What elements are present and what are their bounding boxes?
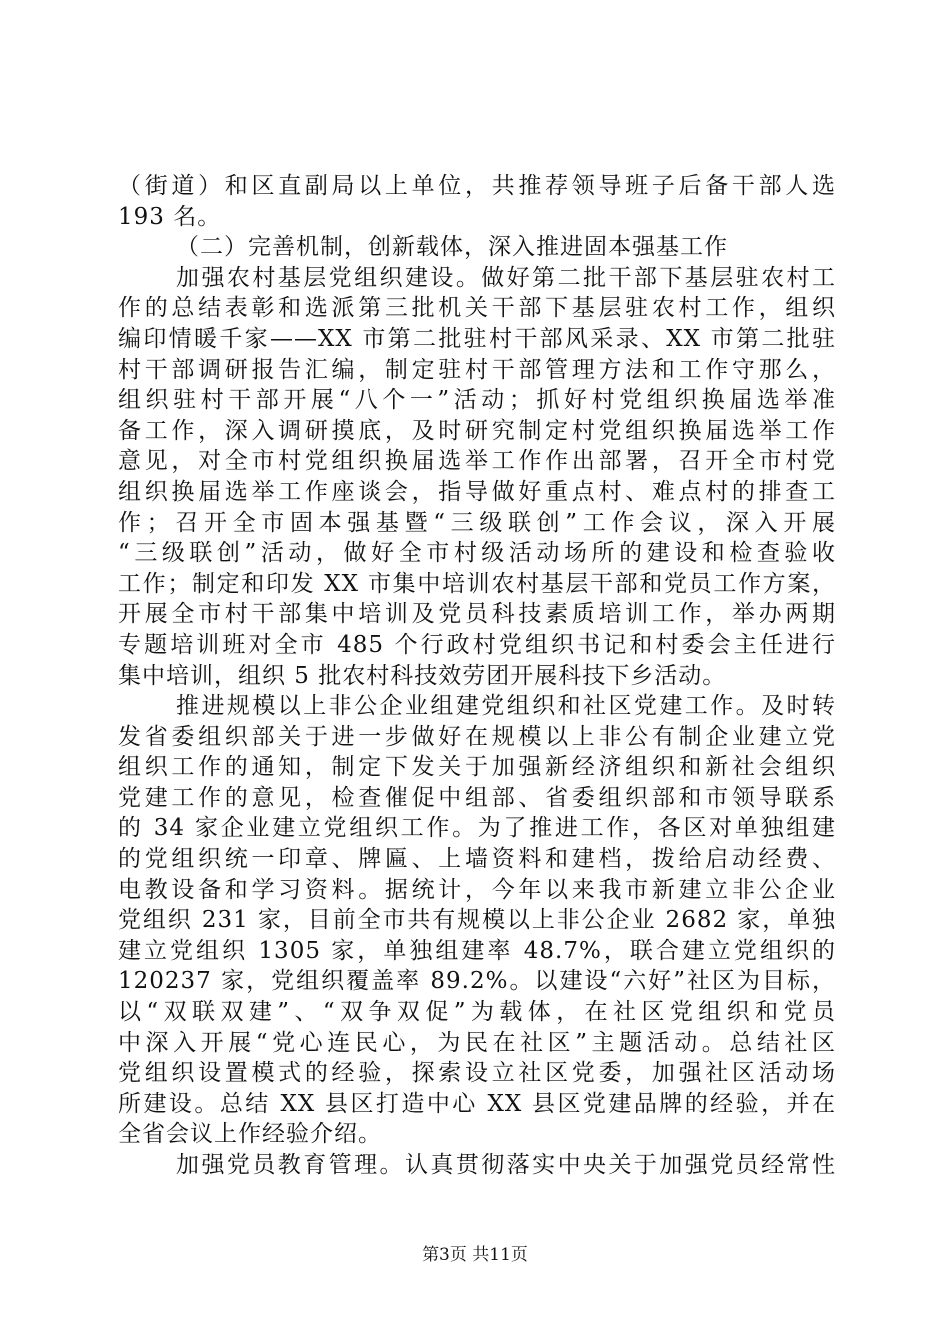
text-line: 开展全市村干部集中培训及党员科技素质培训工作，举办两期 xyxy=(118,601,836,628)
text-line: “三级联创”活动，做好全市村级活动场所的建设和检查验收 xyxy=(118,540,836,567)
text-line: 全省会议上作经验介绍。 xyxy=(118,1121,382,1148)
text-line: 备工作，深入调研摸底，及时研究制定村党组织换届选举工作 xyxy=(118,417,836,444)
text-line: 组织驻村干部开展“八个一”活动；抓好村党组织换届选举准 xyxy=(118,387,836,414)
text-line: 组织换届选举工作座谈会，指导做好重点村、难点村的排查工 xyxy=(118,478,836,505)
text-line: 发省委组织部关于进一步做好在规模以上非公有制企业建立党 xyxy=(118,723,836,750)
text-line: 村干部调研报告汇编，制定驻村干部管理方法和工作守那么， xyxy=(118,356,836,383)
text-line: 加强党员教育管理。认真贯彻落实中央关于加强党员经常性 xyxy=(176,1152,836,1178)
text-line: 的党组织统一印章、牌匾、上墙资料和建档，拨给启动经费、 xyxy=(118,846,836,873)
text-line: 中深入开展“党心连民心，为民在社区”主题活动。总结社区 xyxy=(118,1029,836,1056)
text-line: 党组织设置模式的经验，探索设立社区党委，加强社区活动场 xyxy=(118,1060,836,1087)
text-line: 推进规模以上非公企业组建党组织和社区党建工作。及时转 xyxy=(176,693,836,720)
text-line: 编印情暖千家——XX 市第二批驻村干部风采录、XX 市第二批驻 xyxy=(118,325,836,352)
text-line: 建立党组织 1305 家，单独组建率 48.7%，联合建立党组织的 xyxy=(118,937,836,964)
page-footer: 第3页 共11页 xyxy=(422,1245,528,1265)
text-line: 作的总结表彰和选派第三批机关干部下基层驻农村工作，组织 xyxy=(118,295,836,322)
text-line: （二）完善机制，创新载体，深入推进固本强基工作 xyxy=(176,234,728,261)
text-line: 所建设。总结 XX 县区打造中心 XX 县区党建品牌的经验，并在 xyxy=(118,1090,836,1117)
text-line: 的 34 家企业建立党组织工作。为了推进工作，各区对单独组建 xyxy=(118,815,836,842)
text-line: 集中培训，组织 5 批农村科技效劳团开展科技下乡活动。 xyxy=(118,662,727,689)
text-line: （街道）和区直副局以上单位，共推荐领导班子后备干部人选 xyxy=(118,173,836,199)
text-line: 电教设备和学习资料。据统计，今年以来我市新建立非公企业 xyxy=(118,876,836,903)
text-line: 意见，对全市村党组织换届选举工作作出部署，召开全市村党 xyxy=(118,448,836,475)
text-line: 党建工作的意见，检查催促中组部、省委组织部和市领导联系 xyxy=(118,784,836,811)
text-line: 作；召开全市固本强基暨“三级联创”工作会议，深入开展 xyxy=(118,509,836,536)
document-body xyxy=(118,171,836,1181)
text-line: 工作；制定和印发 XX 市集中培训农村基层干部和党员工作方案， xyxy=(118,570,836,597)
text-line: 120237 家，党组织覆盖率 89.2%。以建设“六好”社区为目标， xyxy=(118,968,836,995)
text-line: 专题培训班对全市 485 个行政村党组织书记和村委会主任进行 xyxy=(118,631,836,658)
text-line: 党组织 231 家，目前全市共有规模以上非公企业 2682 家，单独 xyxy=(118,907,836,934)
text-line: 193 名。 xyxy=(118,203,222,230)
text-line: 以“双联双建”、“双争双促”为载体，在社区党组织和党员 xyxy=(118,999,836,1026)
text-line: 加强农村基层党组织建设。做好第二批干部下基层驻农村工 xyxy=(176,264,836,291)
text-line: 组织工作的通知，制定下发关于加强新经济组织和新社会组织 xyxy=(118,754,836,781)
